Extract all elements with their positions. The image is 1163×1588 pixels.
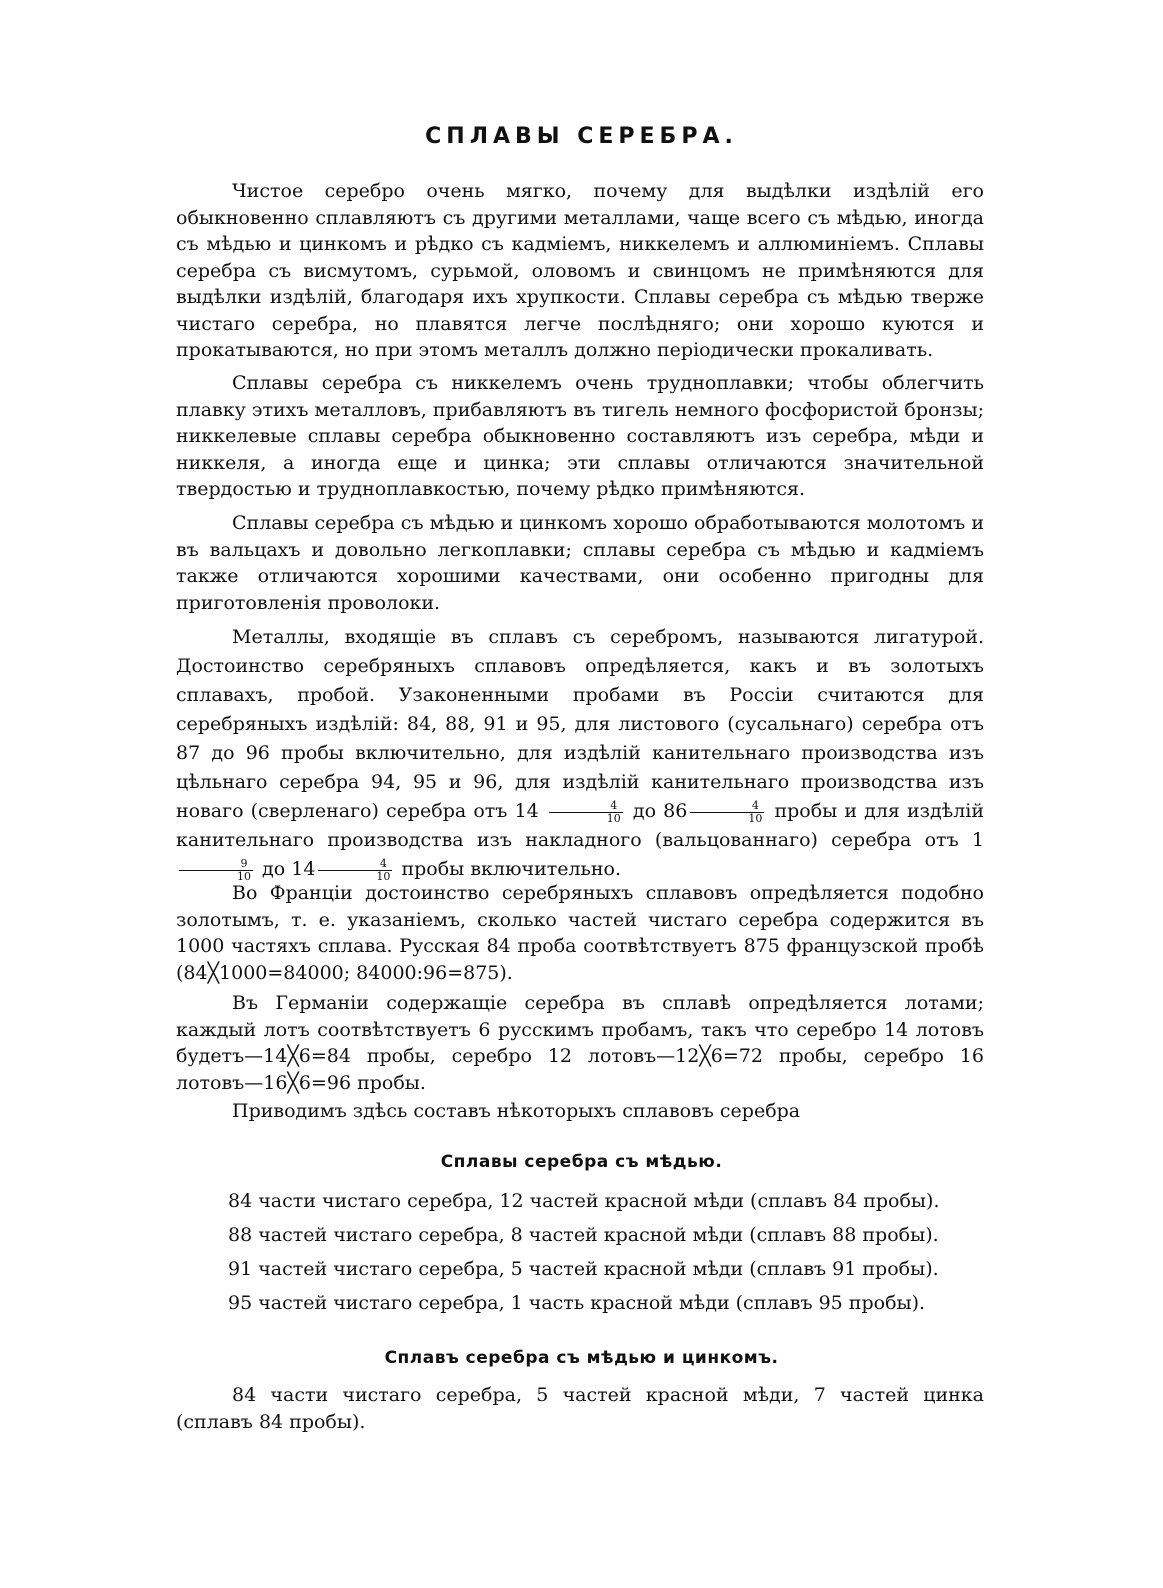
list-item: 88 частей чистаго серебра, 8 частей красной мѣди (сплавъ 88 пробы). [228, 1224, 939, 1246]
copper-alloys-list [228, 1184, 988, 1320]
fraction-3 [179, 858, 253, 883]
fraction-numerator: 4 [690, 800, 764, 813]
fraction-denominator: 10 [237, 869, 251, 883]
paragraph-ligature [176, 623, 984, 884]
list-item: 84 части чистаго серебра, 12 частей красной мѣди (сплавъ 84 пробы). [228, 1190, 940, 1212]
paragraph-germany: Въ Германіи содержащіе серебра въ сплавѣ опредѣляется лотами; каждый лотъ соотвѣтствуетъ 6 русскимъ пробамъ, такъ что серебро 14 лотовъ будетъ—14╳6=84 пробы, серебро 12 лотовъ—12╳6=72 пробы, серебро 16 лотовъ—16╳6=96 пробы. [176, 992, 984, 1094]
fraction-numerator: 9 [179, 858, 253, 871]
ligature-text-a: Металлы, входящіе въ сплавъ съ серебромъ, называются лигатурой. Достоинство серебряныхъ сплавовъ опредѣляется, какъ и въ золотыхъ сплавахъ, пробой. Узаконенными пробами въ Россіи считаются для серебряныхъ издѣлій: 84, 88, 91 и 95, для листового (сусальнаго) серебра отъ 87 до 96 пробы включительно, для издѣлій канительнаго производства изъ цѣльнаго серебра 94, 95 и 96, для издѣлій канительнаго производства изъ новаго (сверленаго) серебра отъ 14 [176, 626, 984, 822]
paragraph-copper-zinc-alloy: 84 части чистаго серебра, 5 частей красной мѣди, 7 частей цинка (сплавъ 84 пробы). [176, 1384, 984, 1433]
paragraph-zinc: Сплавы серебра съ мѣдью и цинкомъ хорошо обработываются молотомъ и въ вальцахъ и довольно легкоплавки; сплавы серебра съ мѣдью и кадміемъ также отличаются хорошими качествами, они особенно пригодны для приготовленія проволоки. [176, 512, 984, 614]
ligature-text-d: до 14 [262, 858, 316, 880]
fraction-numerator: 4 [549, 800, 623, 813]
ligature-text-c: пробы и для издѣлій канительнаго производства изъ накладного (вальцованнаго) серебра отъ 1 [176, 800, 984, 851]
paragraph-france: Во Франціи достоинство серебряныхъ сплавовъ опредѣляется подобно золотымъ, т. е. указаніемъ, сколько частей чистаго серебра содержится въ 1000 частяхъ сплава. Русская 84 проба соотвѣтствуетъ 875 французской пробѣ (84╳1000=84000; 84000:96=875). [176, 882, 984, 984]
ligature-text-b: до 86 [632, 800, 688, 822]
fraction-numerator: 4 [318, 858, 392, 871]
fraction-denominator: 10 [606, 811, 621, 825]
fraction-1 [549, 800, 623, 825]
fraction-denominator: 10 [376, 869, 391, 883]
section-heading-copper-zinc: Сплавъ серебра съ мѣдью и цинкомъ. [384, 1348, 779, 1368]
section-heading-copper: Сплавы серебра съ мѣдью. [440, 1152, 723, 1172]
list-item: 95 частей чистаго серебра, 1 часть красной мѣди (сплавъ 95 пробы). [228, 1292, 926, 1314]
paragraph-composition-intro: Приводимъ здѣсь составъ нѣкоторыхъ сплавовъ серебра [232, 1100, 801, 1122]
fraction-denominator: 10 [748, 811, 763, 825]
list-item: 91 частей чистаго серебра, 5 частей красной мѣди (сплавъ 91 пробы). [228, 1258, 939, 1280]
ligature-text-e: пробы включительно. [401, 858, 622, 880]
fraction-2 [690, 800, 764, 825]
paragraph-nickel: Сплавы серебра съ никкелемъ очень трудноплавки; чтобы облегчить плавку этихъ металловъ, прибавляютъ въ тигель немного фосфористой бронзы; никкелевые сплавы серебра обыкновенно составляютъ изъ серебра, мѣди и никкеля, а иногда еще и цинка; эти сплавы отличаются значительной твердостью и трудноплавкостью, почему рѣдко примѣняются. [176, 372, 984, 500]
fraction-4 [318, 858, 392, 883]
paragraph-intro: Чистое серебро очень мягко, почему для выдѣлки издѣлій его обыкновенно сплавляютъ съ другими металлами, чаще всего съ мѣдью, иногда съ мѣдью и цинкомъ и рѣдко съ кадміемъ, никкелемъ и аллюминіемъ. Сплавы серебра съ висмутомъ, сурьмой, оловомъ и свинцомъ не примѣняются для выдѣлки издѣлій, благодаря ихъ хрупкости. Сплавы серебра съ мѣдью тверже чистаго серебра, но плавятся легче послѣдняго; они хорошо куются и прокатываются, но при этомъ металлъ должно періодически прокаливать. [176, 180, 984, 361]
page-title: СПЛАВЫ СЕРЕБРА. [425, 124, 738, 149]
